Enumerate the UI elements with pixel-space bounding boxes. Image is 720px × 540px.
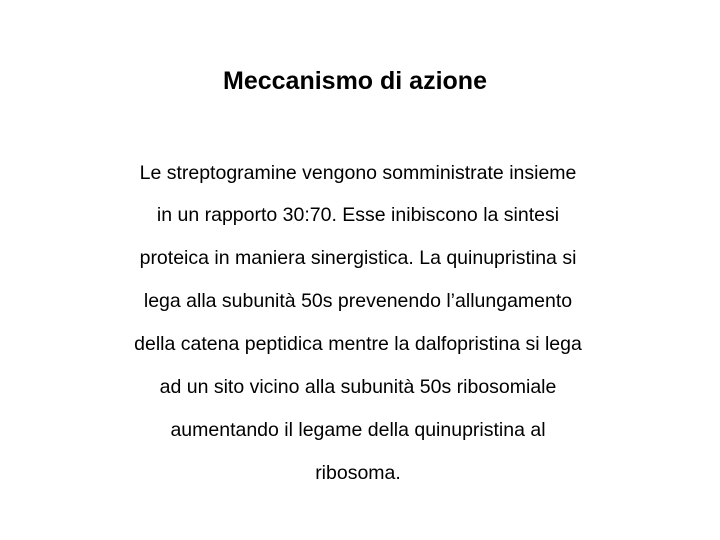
body-text-line: ribosoma. — [315, 462, 401, 484]
slide-title: Meccanismo di azione — [223, 67, 487, 95]
body-text-line: lega alla subunità 50s prevenendo l’allungamento — [143, 290, 573, 312]
body-text-line: Le streptogramine vengono somministrate insieme — [139, 162, 577, 184]
body-text-line: in un rapporto 30:70. Esse inibiscono la sintesi — [156, 204, 560, 226]
body-text-line: proteica in maniera sinergistica. La quinupristina si — [139, 247, 577, 269]
body-text-line: aumentando il legame della quinupristina al — [170, 419, 546, 441]
body-text-line: ad un sito vicino alla subunità 50s ribosomiale — [159, 376, 557, 398]
body-text-line: della catena peptidica mentre la dalfopristina si lega — [134, 333, 582, 355]
